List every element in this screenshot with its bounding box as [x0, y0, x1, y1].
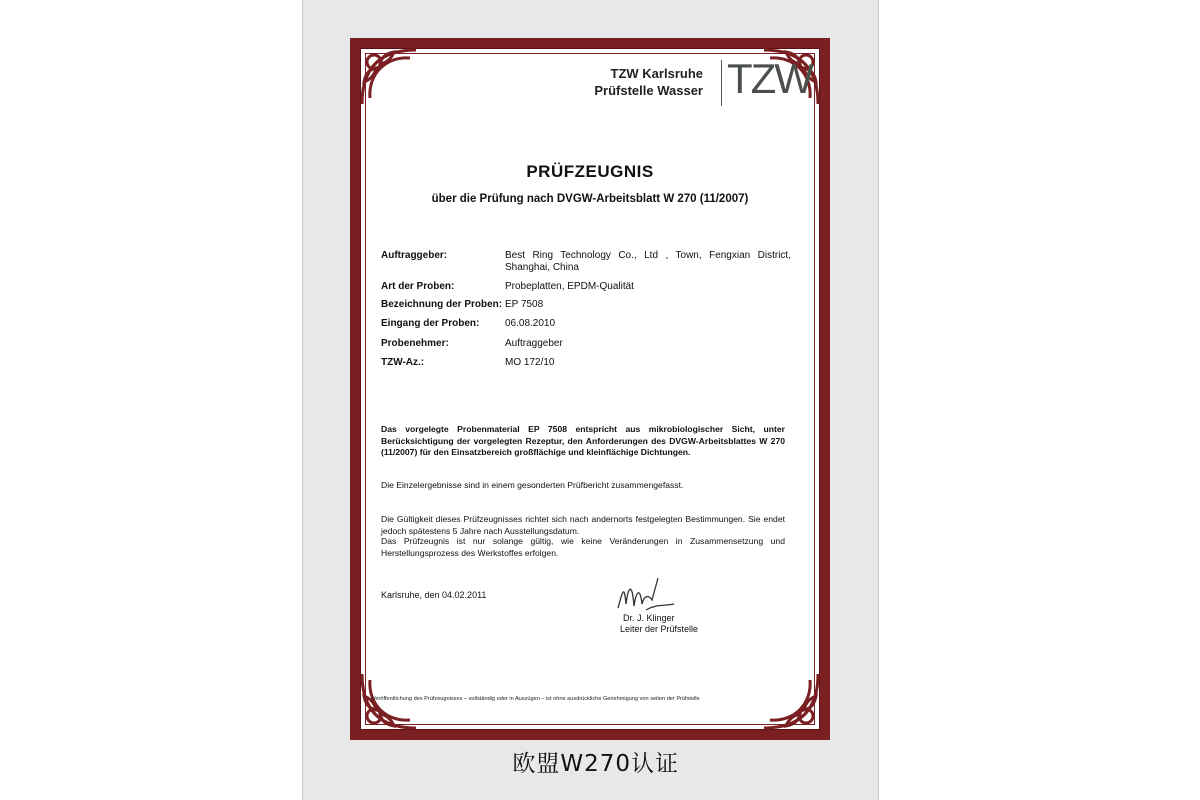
field-value: 06.08.2010	[505, 318, 556, 329]
corner-ornament-icon	[350, 38, 420, 108]
lab-name-line1: TZW Karlsruhe	[610, 66, 703, 81]
signature-icon	[612, 574, 682, 618]
field-label: Auftraggeber:	[381, 250, 448, 261]
certificate-inner-border	[365, 53, 815, 725]
field-value: Best Ring Technology Co., Ltd , Town, Fengxian District, Shanghai, China	[505, 250, 791, 273]
conclusion-paragraph: Das vorgelegte Probenmaterial EP 7508 entspricht aus mikrobiologischer Sicht, unter Berücksichtigung der vorgelegten Rezeptur, den Anforderungen des DVGW-Arbeitsblattes W 270 (11/2007) für den Einsatzbereich großflächige und kleinflächige Dichtungen.	[381, 424, 785, 457]
place-date: Karlsruhe, den 04.02.2011	[381, 590, 487, 600]
signatory-title: Leiter der Prüfstelle	[620, 624, 699, 634]
field-label: Probenehmer:	[381, 338, 449, 349]
lab-name	[560, 65, 703, 99]
signatory-name: Dr. J. Klinger	[623, 613, 675, 623]
footer-note: Veröffentlichung des Prüfzeugnisses – vollständig oder in Auszügen – ist ohne ausdrückliche Genehmigung von seiten der Prüfstelle	[372, 696, 700, 702]
details-note: Die Einzelergebnisse sind in einem gesonderten Prüfbericht zusammengefasst.	[381, 480, 684, 490]
validity-paragraph-1: Die Gültigkeit dieses Prüfzeugnisses richtet sich nach andernorts festgelegten Bestimmungen. Sie endet jedoch spätestens 5 Jahre nach Ausstellungsdatum.	[381, 514, 785, 536]
field-label: TZW-Az.:	[381, 357, 425, 368]
field-value: Probeplatten, EPDM-Qualität	[505, 281, 634, 292]
corner-ornament-icon	[760, 670, 830, 740]
image-caption: 欧盟W270认证	[512, 751, 679, 777]
signatory	[620, 613, 698, 635]
corner-ornament-icon	[350, 670, 420, 740]
field-value: Auftraggeber	[505, 338, 563, 349]
field-label: Bezeichnung der Proben:	[381, 299, 503, 310]
header-divider	[721, 60, 722, 106]
field-label: Eingang der Proben:	[381, 318, 480, 329]
tzw-logo: TZW	[727, 55, 812, 102]
document-subtitle: über die Prüfung nach DVGW-Arbeitsblatt W 270 (11/2007)	[431, 193, 749, 205]
field-label: Art der Proben:	[381, 281, 455, 292]
validity-paragraph-2: Das Prüfzeugnis ist nur solange gültig, wie keine Veränderungen in Zusammensetzung und Herstellungsprozess des Werkstoffes erfolgen.	[381, 536, 785, 558]
field-value: EP 7508	[505, 299, 544, 310]
field-value: MO 172/10	[505, 357, 555, 368]
lab-name-line2: Prüfstelle Wasser	[594, 83, 703, 98]
document-title: PRÜFZEUGNIS	[526, 162, 654, 181]
